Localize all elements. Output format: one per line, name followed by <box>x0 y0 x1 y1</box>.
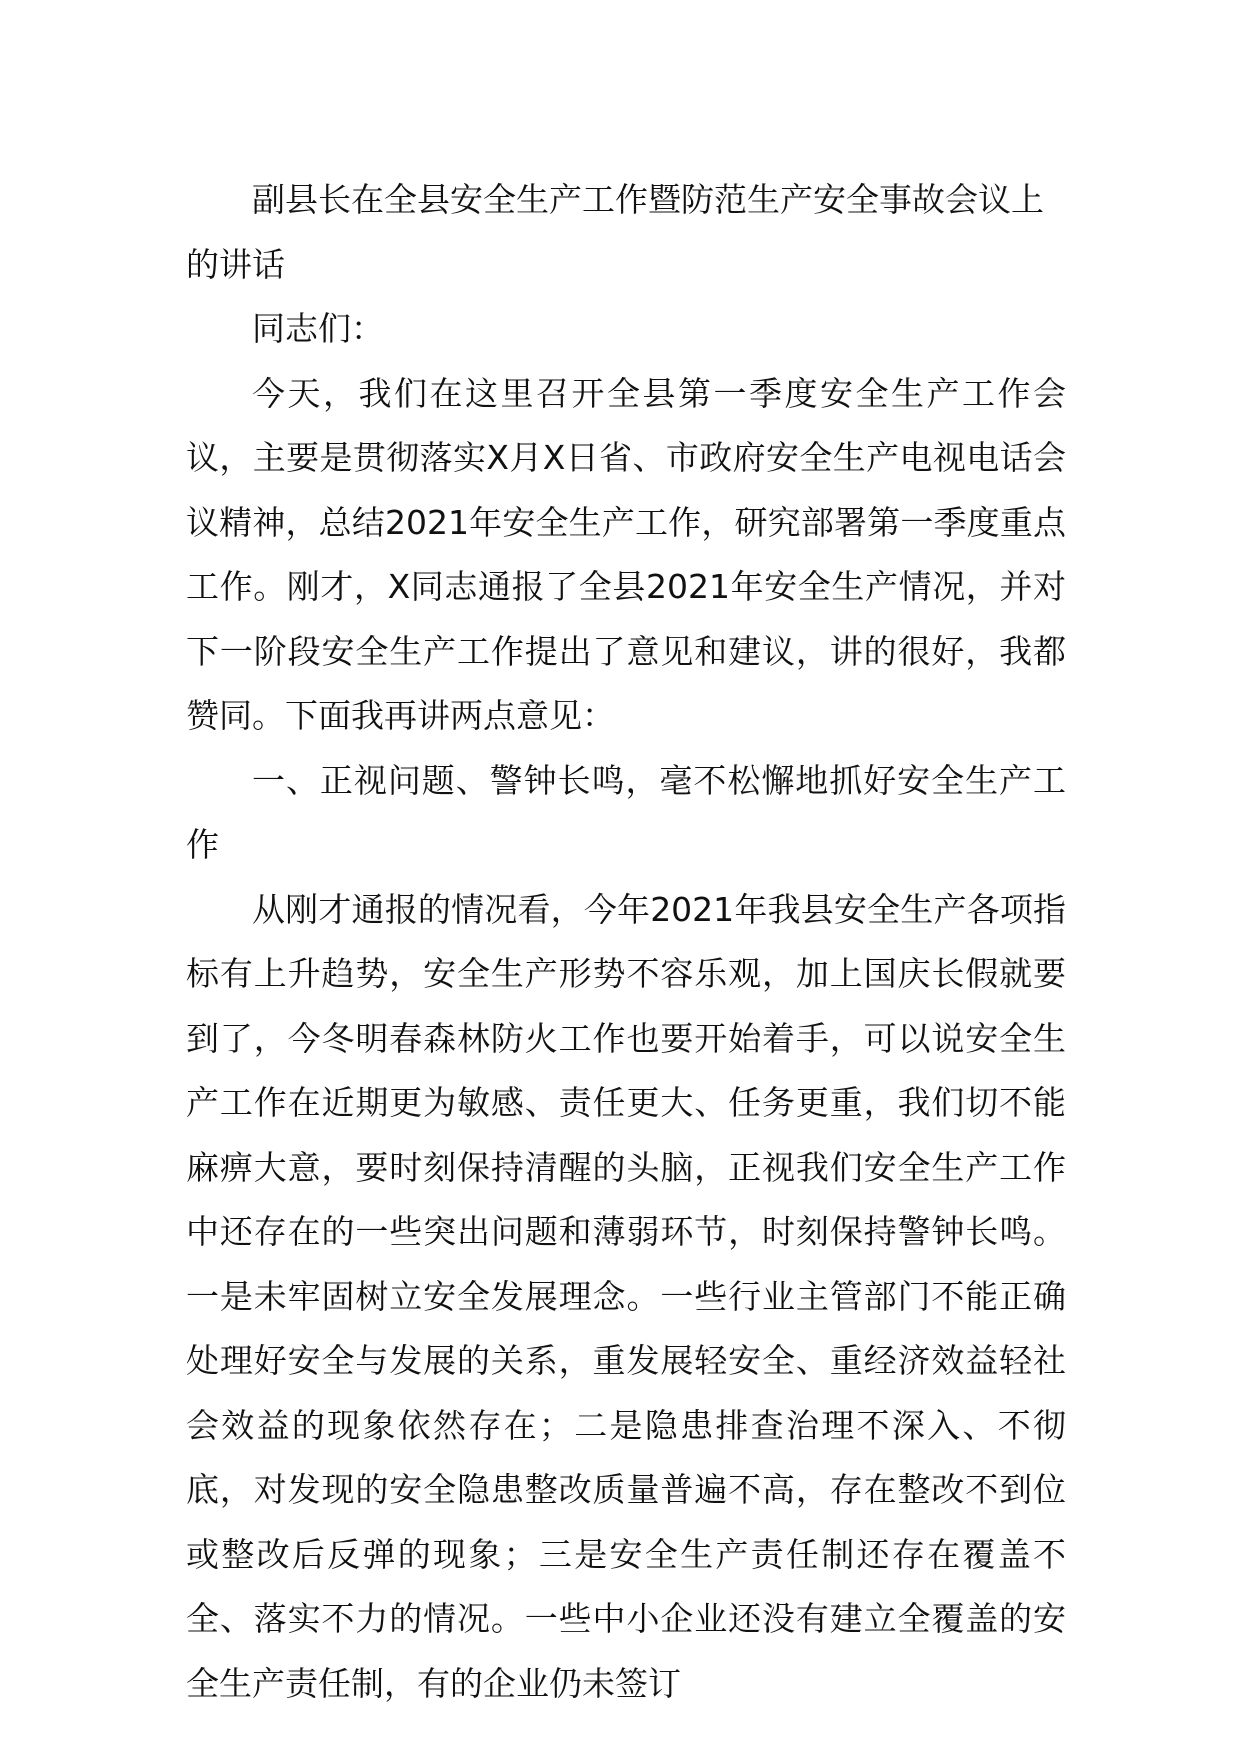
paragraph-problems: 从刚才通报的情况看，今年2021年我县安全生产各项指标有上升趋势，安全生产形势不容乐观，加上国庆长假就要到了，今冬明春森林防火工作也要开始着手，可以说安全生产工作在近期更为敏感、责任更大、任务更重，我们切不能麻痹大意，要时刻保持清醒的头脑，正视我们安全生产工作中还存在的一些突出问题和薄弱环节，时刻保持警钟长鸣。一是未牢固树立安全发展理念。一些行业主管部门不能正确处理好安全与发展的关系，重发展轻安全、重经济效益轻社会效益的现象依然存在；二是隐患排查治理不深入、不彻底，对发现的安全隐患整改质量普遍不高，存在整改不到位或整改后反弹的现象；三是安全生产责任制还存在覆盖不全、落实不力的情况。一些中小企业还没有建立全覆盖的安全生产责任制，有的企业仍未签订 <box>186 889 1066 1703</box>
salutation: 同志们： <box>252 309 384 348</box>
document-title: 副县长在全县安全生产工作暨防范生产安全事故会议上的讲话 <box>186 180 1044 284</box>
section-heading-1: 一、正视问题、警钟长鸣，毫不松懈地抓好安全生产工作 <box>186 760 1066 864</box>
document-body <box>186 168 1066 1716</box>
paragraph-opening: 今天，我们在这里召开全县第一季度安全生产工作会议，主要是贯彻落实X月X日省、市政府安全生产电视电话会议精神，总结2021年安全生产工作，研究部署第一季度重点工作。刚才，X同志通报了全县2021年安全生产情况，并对下一阶段安全生产工作提出了意见和建议，讲的很好，我都赞同。下面我再讲两点意见： <box>186 373 1066 735</box>
